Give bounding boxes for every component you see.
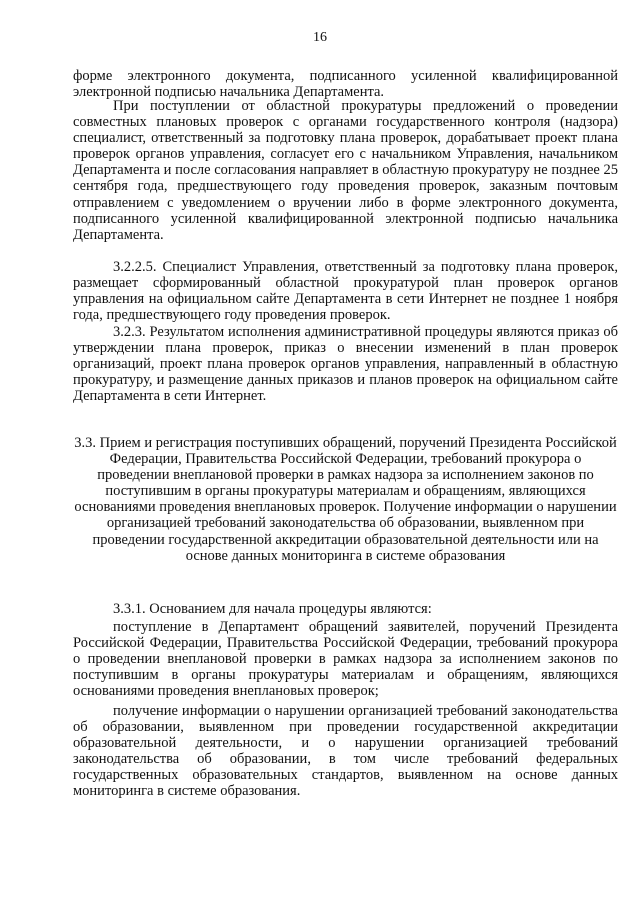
paragraph-3-2-2-5: 3.2.2.5. Специалист Управления, ответственный за подготовку плана проверок, размещает сформированный областной прокуратурой план проверок органов управления на официальном сайте Департамента в сети Интернет не позднее 1 ноября года, предшествующего году проведения проверок. (73, 259, 618, 324)
paragraph-appeals-receipt: поступление в Департамент обращений заявителей, поручений Президента Российской Федерации, Правительства Российской Федерации, требований прокурора о проведении внеплановой проверки в рамках надзора за исполнением законов по поступившим в органы прокуратуры материалам и обращениям, являющихся основаниями проведения внеплановых проверок; (73, 619, 618, 700)
paragraph-3-3-1: 3.3.1. Основанием для начала процедуры являются: (113, 601, 432, 617)
paragraph-prosecutor-proposals: При поступлении от областной прокуратуры предложений о проведении совместных плановых проверок с органами государственного контроля (надзора) специалист, ответственный за подготовку плана проверок, дорабатывает проект плана проверок органов управления, согласует его с начальником Управления, начальником Департамента и после согласования направляет в областную прокуратуру не позднее 25 сентября года, предшествующего году проведения проверок, заказным почтовым отправлением с уведомлением о вручении либо в форме электронного документа, подписанного усиленной квалифицированной электронной подписью начальника Департамента. (73, 98, 618, 243)
paragraph-violation-info: получение информации о нарушении организацией требований законодательства об образовании, выявленном при проведении государственной аккредитации образовательной деятельности, и о нарушении организацией требований законодательства об образовании, в том числе требований федеральных государственных образовательных стандартов, выявленном на основе данных мониторинга в системе образования. (73, 703, 618, 800)
paragraph-3-2-3: 3.2.3. Результатом исполнения административной процедуры являются приказ об утверждении плана проверок, приказ о внесении изменений в план проверок организаций, проект плана проверок органов управления, направленный в областную прокуратуру, и размещение данных приказов и планов проверок на официальном сайте Департамента в сети Интернет. (73, 324, 618, 405)
paragraph-continuation: форме электронного документа, подписанного усиленной квалифицированной электронной подписью начальника Департамента. (73, 68, 618, 101)
section-heading-3-3: 3.3. Прием и регистрация поступивших обращений, поручений Президента Российской Федерации, Правительства Российской Федерации, требований прокурора о проведении внеплановой проверки в рамках надзора за исполнением законов по поступившим в органы прокуратуры материалам и обращениям, являющихся основаниями проведения внеплановых проверок. Получение информации о нарушении организацией требований законодательства об образовании, выявленном при проведении государственной аккредитации образовательной деятельности или на основе данных мониторинга в системе образования (74, 435, 617, 564)
page-number: 16 (313, 30, 327, 45)
